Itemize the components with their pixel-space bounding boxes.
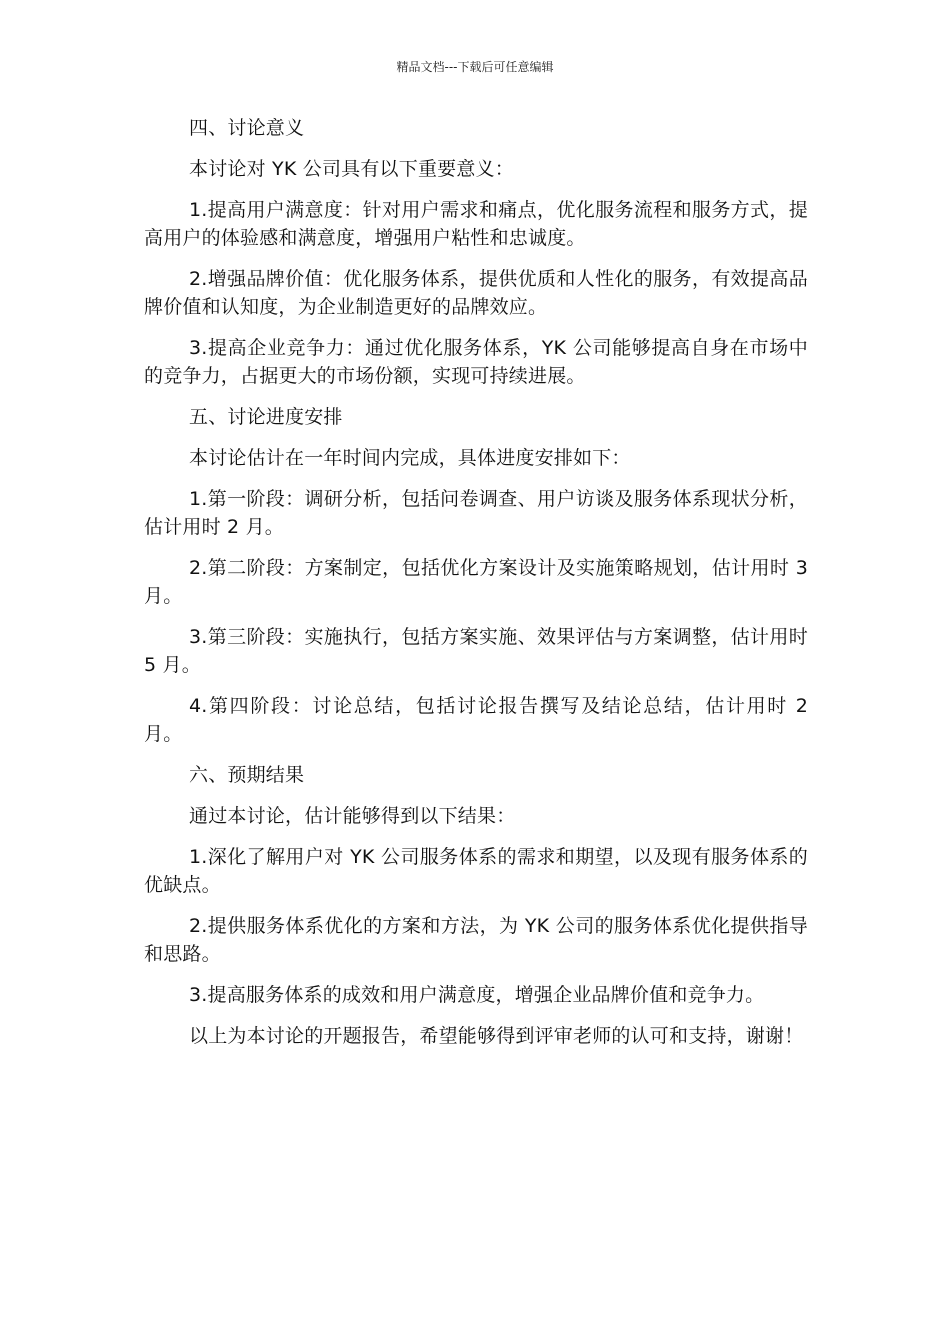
list-item: 2.增强品牌价值：优化服务体系，提供优质和人性化的服务，有效提高品牌价值和认知度，为企业制造更好的品牌效应。: [144, 268, 808, 318]
list-item: 1.第一阶段：调研分析，包括问卷调查、用户访谈及服务体系现状分析，估计用时 2 月。: [144, 488, 808, 538]
page-header: 精品文档---下载后可任意编辑: [396, 60, 554, 74]
section-heading-significance: 四、讨论意义: [189, 117, 305, 139]
list-item: 3.提高服务体系的成效和用户满意度，增强企业品牌价值和竞争力。: [189, 984, 765, 1006]
list-item: 3.提高企业竞争力：通过优化服务体系，YK 公司能够提高自身在市场中的竞争力，占据更大的市场份额，实现可持续进展。: [144, 337, 808, 387]
paragraph: 本讨论对 YK 公司具有以下重要意义：: [189, 158, 514, 180]
section-heading-schedule: 五、讨论进度安排: [189, 406, 343, 428]
list-item: 2.提供服务体系优化的方案和方法，为 YK 公司的服务体系优化提供指导和思路。: [144, 915, 808, 965]
list-item: 1.深化了解用户对 YK 公司服务体系的需求和期望，以及现有服务体系的优缺点。: [144, 846, 808, 896]
paragraph: 本讨论估计在一年时间内完成，具体进度安排如下：: [189, 447, 631, 469]
list-item: 2.第二阶段：方案制定，包括优化方案设计及实施策略规划，估计用时 3 月。: [144, 557, 808, 607]
section-heading-expected-results: 六、预期结果: [189, 764, 305, 786]
list-item: 1.提高用户满意度：针对用户需求和痛点，优化服务流程和服务方式，提高用户的体验感和满意度，增强用户粘性和忠诚度。: [144, 199, 808, 249]
list-item: 3.第三阶段：实施执行，包括方案实施、效果评估与方案调整，估计用时 5 月。: [144, 626, 808, 676]
list-item: 4.第四阶段：讨论总结，包括讨论报告撰写及结论总结，估计用时 2 月。: [144, 695, 808, 745]
document-body: [144, 114, 808, 1063]
paragraph: 通过本讨论，估计能够得到以下结果：: [189, 805, 516, 827]
closing-paragraph: 以上为本讨论的开题报告，希望能够得到评审老师的认可和支持，谢谢！: [189, 1025, 804, 1047]
